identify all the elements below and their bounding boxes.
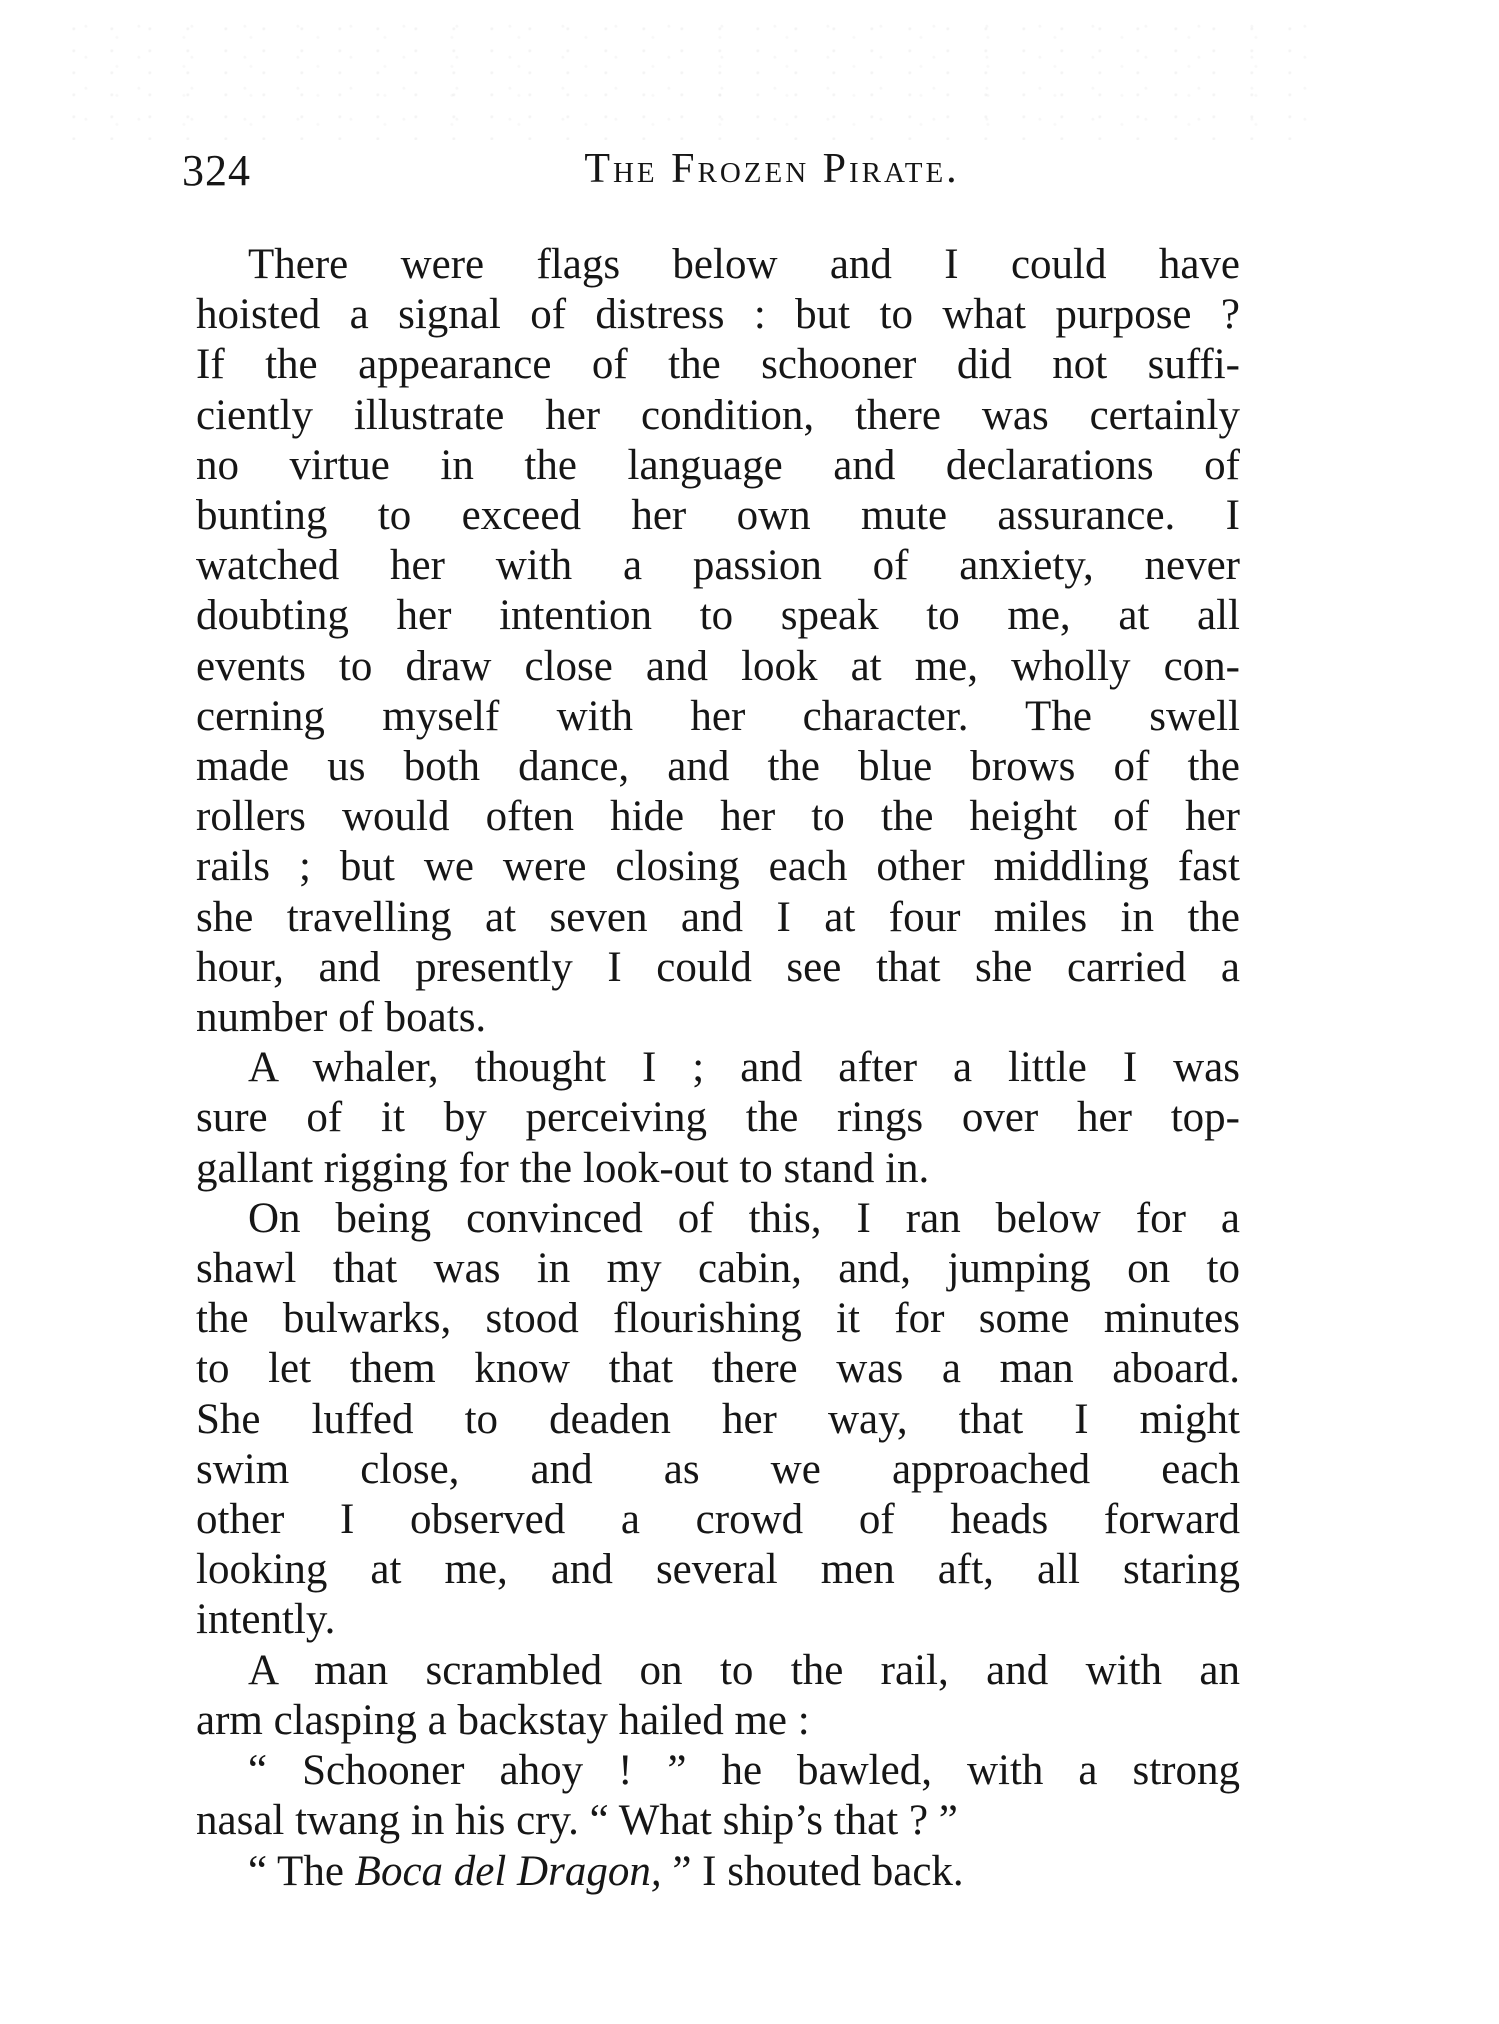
- text-line: swim close, and as we approached each: [196, 1445, 1240, 1493]
- text-line: other I observed a crowd of heads forward: [196, 1496, 1240, 1544]
- running-title: The Frozen Pirate.: [584, 146, 960, 192]
- ship-name: Boca del Dragon,: [354, 1847, 662, 1895]
- text-line: A whaler, thought I ; and after a little I was: [248, 1044, 1240, 1092]
- text-line: sure of it by perceiving the rings over her top-: [196, 1094, 1240, 1142]
- text-line: A man scrambled on to the rail, and with an: [248, 1646, 1240, 1694]
- body-text: [196, 240, 1240, 1897]
- text-line: no virtue in the language and declarations of: [196, 441, 1240, 489]
- text-line: watched her with a passion of anxiety, never: [196, 542, 1240, 590]
- text-line: shawl that was in my cabin, and, jumping on to: [196, 1245, 1240, 1293]
- text-line: rollers would often hide her to the height of her: [196, 793, 1240, 841]
- text-line: looking at me, and several men aft, all staring: [196, 1546, 1240, 1594]
- text-line: she travelling at seven and I at four miles in the: [196, 893, 1240, 941]
- text-line: to let them know that there was a man aboard.: [196, 1345, 1240, 1393]
- text-line: doubting her intention to speak to me, at all: [196, 592, 1240, 640]
- quote-rest: ” I shouted back.: [661, 1847, 964, 1895]
- text-line: arm clasping a backstay hailed me :: [196, 1696, 810, 1744]
- text-line: hour, and presently I could see that she carried a: [196, 943, 1240, 991]
- page-number: 324: [182, 146, 251, 195]
- paragraph-4: [196, 1646, 1240, 1746]
- text-line: cerning myself with her character. The swell: [196, 692, 1240, 740]
- paragraph-1: [196, 240, 1240, 1043]
- paragraph-3: [196, 1194, 1240, 1646]
- text-line: bunting to exceed her own mute assurance. I: [196, 492, 1240, 540]
- quote-open: “ The: [248, 1847, 355, 1895]
- text-line: the bulwarks, stood flourishing it for some minutes: [196, 1295, 1240, 1343]
- text-line: gallant rigging for the look-out to stand in.: [196, 1144, 930, 1192]
- text-line: There were flags below and I could have: [248, 241, 1240, 288]
- text-line: made us both dance, and the blue brows of the: [196, 743, 1240, 791]
- text-line: She luffed to deaden her way, that I might: [196, 1395, 1240, 1443]
- text-line: If the appearance of the schooner did not suffi-: [196, 341, 1240, 389]
- paragraph-2: [196, 1043, 1240, 1194]
- text-line: events to draw close and look at me, wholly con-: [196, 642, 1240, 690]
- text-line: On being convinced of this, I ran below for a: [248, 1194, 1240, 1242]
- text-line: “ Schooner ahoy ! ” he bawled, with a strong: [248, 1747, 1240, 1795]
- text-line-final: [196, 1847, 1240, 1897]
- text-line: hoisted a signal of distress : but to what purpose ?: [196, 291, 1240, 339]
- text-line: rails ; but we were closing each other middling fast: [196, 843, 1240, 891]
- page-header: [182, 145, 1242, 205]
- paragraph-6: [196, 1847, 1240, 1897]
- text-line: number of boats.: [196, 994, 487, 1042]
- paragraph-5: [196, 1746, 1240, 1846]
- text-line: intently.: [196, 1596, 336, 1644]
- text-line: ciently illustrate her condition, there was certainly: [196, 391, 1240, 439]
- text-line: nasal twang in his cry. “ What ship’s that ? ”: [196, 1797, 958, 1845]
- paper-speckle: [70, 20, 1320, 140]
